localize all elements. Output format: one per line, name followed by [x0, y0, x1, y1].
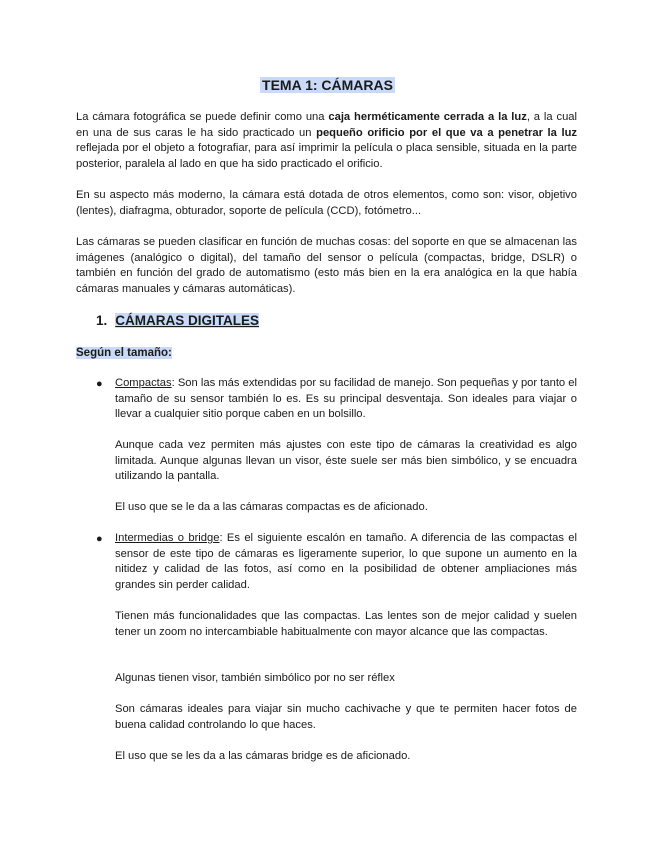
bridge-paragraph-3: Algunas tienen visor, también simbólico por no ser réflex	[115, 672, 395, 684]
term-bridge: Intermedias o bridge	[115, 532, 220, 544]
bridge-paragraph-2: Tienen más funcionalidades que las compactas. Las lentes son de mejor calidad y suelen tener un zoom no intercambiable habitualmente con mayor alcance que las compactas.	[115, 610, 577, 638]
compactas-paragraph-1	[115, 376, 577, 423]
compactas-paragraph-2: Aunque cada vez permiten más ajustes con este tipo de cámaras la creatividad es algo limitada. Aunque algunas llevan un visor, éste suele ser más bien simbólico, y se encuadra utilizando la pantalla.	[115, 439, 577, 482]
section-heading	[96, 312, 259, 330]
intro-paragraph-3: Las cámaras se pueden clasificar en función de muchas cosas: del soporte en que se almacenan las imágenes (analógico o digital), del tamaño del sensor o película (compactas, bridge, DSLR) o también en función del grado de automatismo (esto más bien en la era analógica en la que había cámaras manuales y cámaras automáticas).	[76, 236, 577, 295]
bullet-icon: ●	[96, 533, 103, 545]
document-title	[0, 76, 655, 94]
bridge-paragraph-4: Son cámaras ideales para viajar sin mucho cachivache y que te permiten hacer fotos de buena calidad controlando lo que haces.	[115, 703, 577, 731]
bridge-paragraph-5: El uso que se les da a las cámaras bridge es de aficionado.	[115, 750, 411, 762]
bridge-paragraph-1	[115, 531, 577, 593]
bullet-icon: ●	[96, 378, 103, 390]
item-text: : Es el siguiente escalón en tamaño. A diferencia de las compactas el sensor de este tipo de cámaras es ligeramente superior, lo que supone un aumento en la nitidez y calidad de las fotos, así como en la posibilidad de obtener ampliaciones más grandes sin perder calidad.	[115, 532, 577, 591]
intro-text: , a la cual en una de sus caras le ha sido practicado un	[76, 111, 577, 139]
compactas-paragraph-3: El uso que se le da a las cámaras compactas es de aficionado.	[115, 501, 428, 513]
subheading	[76, 346, 172, 362]
section-heading-text: CÁMARAS DIGITALES	[115, 313, 260, 328]
intro-text: reflejada por el objeto a fotografiar, para así imprimir la película o placa sensible, situada en la parte posterior, paralela al lado en que ha sido practicado el orificio.	[76, 142, 577, 170]
item-text: : Son las más extendidas por su facilidad de manejo. Son pequeñas y por tanto el tamaño de su sensor también lo es. Es su principal desventaja. Son ideales para viajar o llevar a cualquier sitio porque caben en un bolsillo.	[115, 377, 577, 420]
intro-paragraph-1	[76, 110, 577, 172]
intro-bold-text: caja herméticamente cerrada a la luz	[328, 111, 527, 123]
intro-text: La cámara fotográfica se puede definir como una	[76, 111, 329, 123]
term-compactas: Compactas	[115, 377, 172, 389]
subheading-text: Según el tamaño:	[76, 347, 172, 359]
intro-bold-text: pequeño orificio por el que va a penetrar la luz	[316, 126, 577, 139]
document-title-text: TEMA 1: CÁMARAS	[262, 77, 393, 93]
intro-paragraph-2: En su aspecto más moderno, la cámara está dotada de otros elementos, como son: visor, objetivo (lentes), diafragma, obturador, soporte de película (CCD), fotómetro...	[76, 189, 577, 217]
section-number: 1.	[96, 313, 108, 328]
